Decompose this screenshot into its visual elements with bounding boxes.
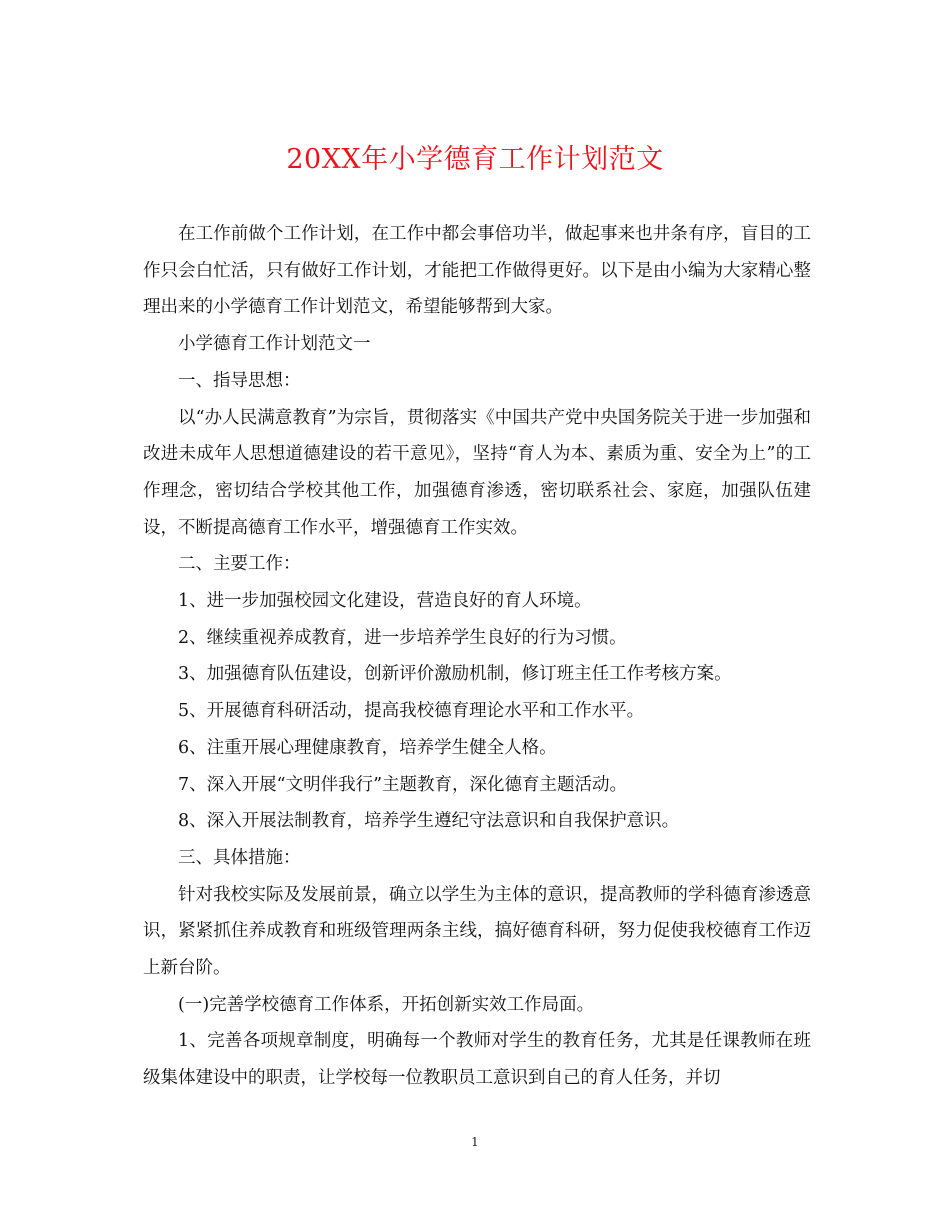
- paragraph-intro: 在工作前做个工作计划，在工作中都会事倍功半，做起事来也井条有序，盲目的工作只会白忙活，只有做好工作计划，才能把工作做得更好。以下是由小编为大家精心整理出来的小学德育工作计划范文，希望能够帮到大家。: [143, 224, 811, 318]
- document-body: [143, 216, 811, 1097]
- paragraph-section-heading: 小学德育工作计划范文一: [178, 334, 371, 355]
- page-number: 1: [471, 1135, 479, 1149]
- paragraph-system-item: 1、完善各项规章制度，明确每一个教师对学生的教育任务，尤其是任课教师在班级集体建设中的职责，让学校每一位教职员工意识到自己的育人任务，并切: [143, 1031, 811, 1089]
- paragraph-main-work-item: 5、开展德育科研活动，提高我校德育理论水平和工作水平。: [178, 701, 645, 722]
- paragraph-main-work-item: 8、深入开展法制教育，培养学生遵纪守法意识和自我保护意识。: [178, 811, 680, 832]
- paragraph-main-work-item: 3、加强德育队伍建设，创新评价激励机制，修订班主任工作考核方案。: [178, 664, 732, 685]
- paragraph-guiding-ideology: 以“办人民满意教育”为宗旨，贯彻落实《中国共产党中央国务院关于进一步加强和改进未成年人思想道德建设的若干意见》，坚持“育人为本、素质为重、安全为上”的工作理念，密切结合学校其他工作，加强德育渗透，密切联系社会、家庭，加强队伍建设，不断提高德育工作水平，增强德育工作实效。: [143, 407, 811, 538]
- paragraph-heading-guiding-ideology: 一、指导思想：: [178, 370, 301, 391]
- paragraph-main-work-item: 6、注重开展心理健康教育，培养学生健全人格。: [178, 737, 557, 758]
- document-title: 20XX年小学德育工作计划范文: [286, 144, 664, 175]
- paragraph-heading-measures: 三、具体措施：: [178, 847, 301, 868]
- paragraph-subheading-system: (一)完善学校德育工作体系，开拓创新实效工作局面。: [178, 994, 595, 1015]
- paragraph-main-work-item: 7、深入开展“文明伴我行”主题教育，深化德育主题活动。: [178, 774, 628, 795]
- paragraph-measures: 针对我校实际及发展前景，确立以学生为主体的意识，提高教师的学科德育渗透意识，紧紧抓住养成教育和班级管理两条主线，搞好德育科研，努力促使我校德育工作迈上新台阶。: [143, 884, 811, 979]
- paragraph-heading-main-work: 二、主要工作：: [178, 554, 301, 575]
- paragraph-main-work-item: 1、进一步加强校园文化建设，营造良好的育人环境。: [178, 591, 592, 612]
- paragraph-main-work-item: 2、继续重视养成教育，进一步培养学生良好的行为习惯。: [178, 627, 627, 648]
